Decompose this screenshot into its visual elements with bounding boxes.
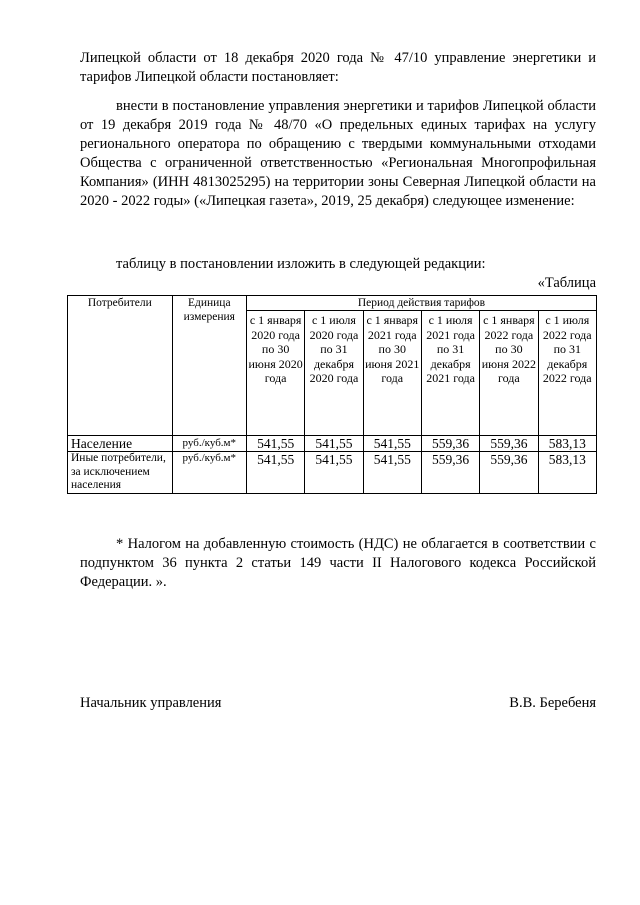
- table-label: «Таблица: [537, 275, 596, 291]
- amendment-paragraph: внести в постановление управления энергетики и тарифов Липецкой области от 19 декабря 2019 года № 48/70 «О предельных единых тарифах на услугу регионального оператора по обращению с твердыми коммунальными отходами Общества с ограниченной ответственностью «Региональная Многопрофильная Компания» (ИНН 4813025295) на территории зоны Северная Липецкой области на 2020 - 2022 годы» («Липецкая газета», 2019, 25 декабря) следующее изменение:: [80, 98, 596, 209]
- tariff-value-cell: 583,13: [538, 436, 596, 452]
- tariff-value-cell: 541,55: [246, 452, 304, 494]
- tariff-value-cell: 559,36: [421, 452, 479, 494]
- header-period-6: с 1 июля 2022 года по 31 декабря 2022 года: [538, 311, 596, 436]
- tariff-table: [67, 295, 597, 494]
- header-unit: Единица измерения: [172, 296, 246, 436]
- tariff-value-cell: 541,55: [305, 436, 363, 452]
- signatory-position: Начальник управления: [80, 695, 222, 711]
- header-period-3: с 1 января 2021 года по 30 июня 2021 года: [363, 311, 421, 436]
- header-period-5: с 1 января 2022 года по 30 июня 2022 года: [480, 311, 538, 436]
- header-period-4: с 1 июля 2021 года по 31 декабря 2021 года: [421, 311, 479, 436]
- tariff-value-cell: 559,36: [480, 436, 538, 452]
- tariff-value-cell: 541,55: [305, 452, 363, 494]
- consumer-cell: Население: [68, 436, 173, 452]
- table-row: [68, 436, 597, 452]
- tariff-value-cell: 541,55: [363, 436, 421, 452]
- footnote-paragraph: * Налогом на добавленную стоимость (НДС) не облагается в соответствии с подпунктом 36 пункта 2 статьи 149 части II Налогового кодекса Российской Федерации. ».: [80, 536, 596, 590]
- signatory-name: В.В. Беребеня: [509, 695, 596, 711]
- tariff-value-cell: 559,36: [421, 436, 479, 452]
- header-period-2: с 1 июля 2020 года по 31 декабря 2020 года: [305, 311, 363, 436]
- table-header-row: [68, 296, 597, 311]
- header-period: Период действия тарифов: [246, 296, 596, 311]
- tariff-value-cell: 559,36: [480, 452, 538, 494]
- header-period-1: с 1 января 2020 года по 30 июня 2020 года: [246, 311, 304, 436]
- header-consumers: Потребители: [68, 296, 173, 436]
- unit-cell: руб./куб.м*: [172, 452, 246, 494]
- consumer-cell: Иные потребители, за исключением населения: [68, 452, 173, 494]
- tariff-value-cell: 583,13: [538, 452, 596, 494]
- unit-cell: руб./куб.м*: [172, 436, 246, 452]
- tariff-value-cell: 541,55: [246, 436, 304, 452]
- tariff-value-cell: 541,55: [363, 452, 421, 494]
- intro-paragraph: Липецкой области от 18 декабря 2020 года № 47/10 управление энергетики и тарифов Липецкой области постановляет:: [80, 50, 596, 85]
- table-intro-paragraph: таблицу в постановлении изложить в следующей редакции:: [116, 256, 486, 272]
- table-row: [68, 452, 597, 494]
